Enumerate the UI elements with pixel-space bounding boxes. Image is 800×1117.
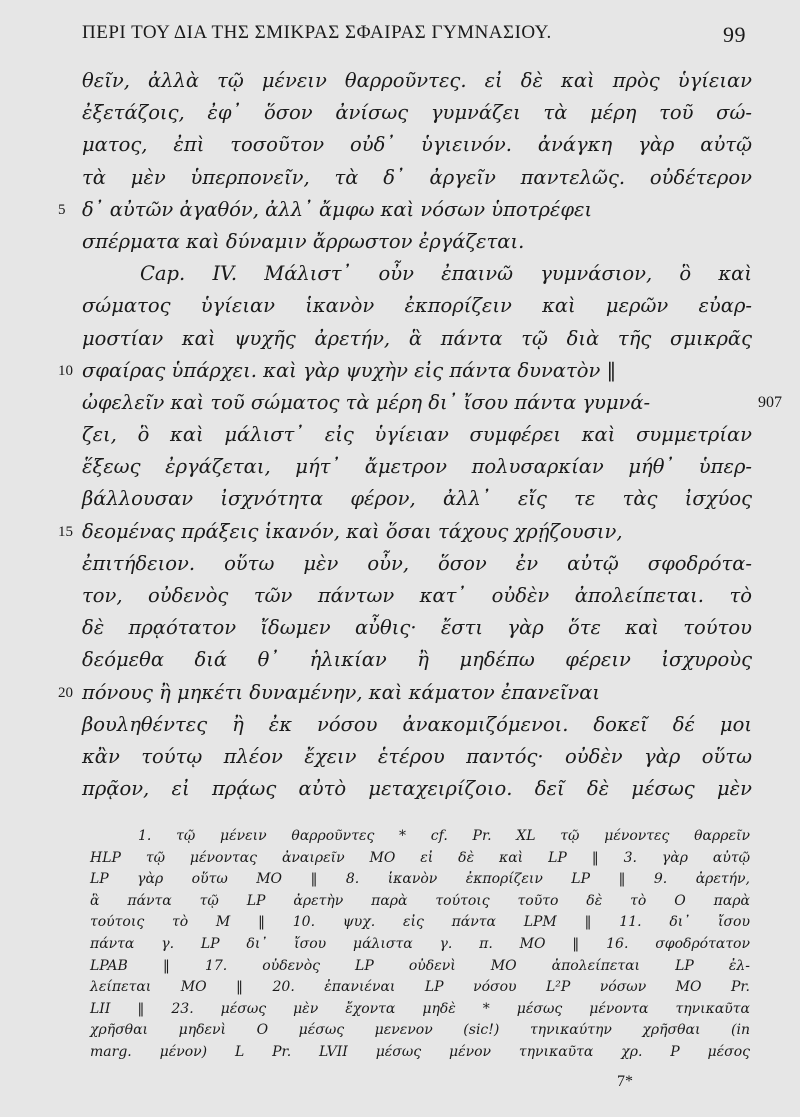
text-line: πρᾷον, εἰ πρᾴως αὐτὸ μεταχειρίζοιο. δεῖ δὲ μέσως μὲν [82,777,752,801]
text-line: σπέρματα καὶ δύναμιν ἄρρωστον ἐργάζεται. [82,229,525,253]
line-number: 5 [58,201,66,218]
text-line-numbered [58,355,752,387]
signature-mark: 7* [617,1073,633,1090]
text-line: σφαίρας ὑπάρχει. καὶ γὰρ ψυχὴν εἰς πάντα δυνατὸν ‖ [82,358,617,382]
text-line: δεομένας πράξεις ἱκανόν, καὶ ὅσαι τάχους χρῄζουσιν, [82,519,623,543]
text-line: κἂν τούτῳ πλέον ἔχειν ἑτέρου παντός· οὐδὲν γὰρ οὕτω [82,744,752,768]
line-number: 15 [58,523,73,540]
text-line: τὰ μὲν ὑπερπονεῖν, τὰ δ᾽ ἀργεῖν παντελῶς. οὐδέτερον [82,165,752,189]
text-line-marginal [82,387,782,419]
text-line: ματος, ἐπὶ τοσοῦτον οὐδ᾽ ὑγιεινόν. ἀνάγκη γὰρ αὐτῷ [82,133,752,157]
apparatus-line: LPAB ‖ 17. οὐδενὸς LP οὐδενὶ MO ἀπολείπεται LP ἐλ- [90,957,750,974]
text-line: ἕξεως ἐργάζεται, μήτ᾽ ἄμετρον πολυσαρκίαν μήθ᾽ ὑπερ- [82,455,752,479]
apparatus-line: λείπεται MO ‖ 20. ἐπανιέναι LP νόσου L²P νόσων MO Pr. [90,979,750,996]
apparatus-line: ἃ πάντα τῷ LP ἀρετὴν παρὰ τούτοις τοῦτο δὲ τὸ O παρὰ [90,892,750,909]
text-line: δεόμεθα διά θ᾽ ἡλικίαν ἢ μηδέπω φέρειν ἰσχυροὺς [82,648,752,672]
chapter-start-line: Cap. IV. Μάλιστ᾽ οὖν ἐπαινῶ γυμνάσιον, ὃ καὶ [140,262,752,286]
page-number: 99 [723,22,746,47]
margin-reference: 907 [758,393,782,411]
text-line: ἐξετάζοις, ἐφ᾽ ὅσον ἀνίσως γυμνάζει τὰ μέρη τοῦ σώ- [82,101,752,125]
apparatus-line: 1. τῷ μένειν θαρροῦντες * cf. Pr. XL τῷ μένοντες θαρρεῖν [138,828,750,844]
text-line: τον, οὐδενὸς τῶν πάντων κατ᾽ οὐδὲν ἀπολείπεται. τὸ [82,584,752,607]
text-line-numbered [58,516,752,548]
line-number: 10 [58,362,73,379]
apparatus-line: LP γὰρ οὕτω MO ‖ 8. ἱκανὸν ἐκπορίζειν LP ‖ 9. ἀρετήν, [90,871,750,888]
main-text [58,65,782,805]
critical-apparatus [90,826,750,1064]
text-line: μοστίαν καὶ ψυχῆς ἀρετήν, ἃ πάντα τῷ διὰ τῆς σμικρᾶς [82,326,752,350]
text-line: ἐπιτήδειον. οὕτω μὲν οὖν, ὅσον ἐν αὐτῷ σφοδρότα- [82,551,752,575]
apparatus-line: HLP τῷ μένοντας ἀναιρεῖν MO εἰ δὲ καὶ LP ‖ 3. γὰρ αὐτῷ [90,849,750,866]
text-line: πόνους ἢ μηκέτι δυναμένην, καὶ κάματον ἐπανεῖναι [82,680,601,704]
line-number: 20 [58,684,73,701]
apparatus-line: χρῆσθαι μηδενὶ O μέσως μενενον (sic!) τηνικαύτην χρῆσθαι (in [90,1022,750,1039]
text-line: βάλλουσαν ἰσχνότητα φέρον, ἀλλ᾽ εἴς τε τὰς ἰσχύος [82,487,752,511]
text-line-numbered [58,194,752,226]
header-title: ΠΕΡΙ ΤΟΥ ΔΙΑ ΤΗΣ ΣΜΙΚΡΑΣ ΣΦΑΙΡΑΣ ΓΥΜΝΑΣΙΟΥ. [82,22,552,43]
apparatus-line: πάντα γ. LP δι᾽ ἴσου μάλιστα γ. π. MO ‖ 16. σφοδρότατον [90,935,750,952]
text-line: δὲ πρᾳότατον ἴδωμεν αὖθις· ἔστι γὰρ ὅτε καὶ τούτου [82,616,752,640]
text-line: ὠφελεῖν καὶ τοῦ σώματος τὰ μέρη δι᾽ ἴσου πάντα γυμνά- [82,390,651,414]
text-line: βουληθέντες ἢ ἐκ νόσου ἀνακομιζόμενοι. δοκεῖ δέ μοι [82,712,752,736]
text-line: ζει, ὃ καὶ μάλιστ᾽ εἰς ὑγίειαν συμφέρει καὶ συμμετρίαν [82,423,752,447]
text-line: σώματος ὑγίειαν ἱκανὸν ἐκπορίζειν καὶ μερῶν εὐαρ- [82,294,752,318]
text-line: δ᾽ αὐτῶν ἀγαθόν, ἀλλ᾽ ἄμφω καὶ νόσων ὑποτρέφει [82,197,593,221]
apparatus-line: marg. μένον) L Pr. LVII μέσως μένον τηνικαῦτα χρ. P μέσος [90,1043,750,1060]
running-header [82,22,746,47]
text-line: θεῖν, ἀλλὰ τῷ μένειν θαρροῦντες. εἰ δὲ καὶ πρὸς ὑγίειαν [82,69,752,92]
apparatus-line: τούτοις τὸ M ‖ 10. ψυχ. εἰς πάντα LPM ‖ 11. δι᾽ ἴσου [90,914,750,931]
text-line-numbered [58,677,752,709]
apparatus-line: LII ‖ 23. μέσως μὲν ἔχοντα μηδὲ * μέσως μένοντα τηνικαῦτα [90,1000,750,1017]
